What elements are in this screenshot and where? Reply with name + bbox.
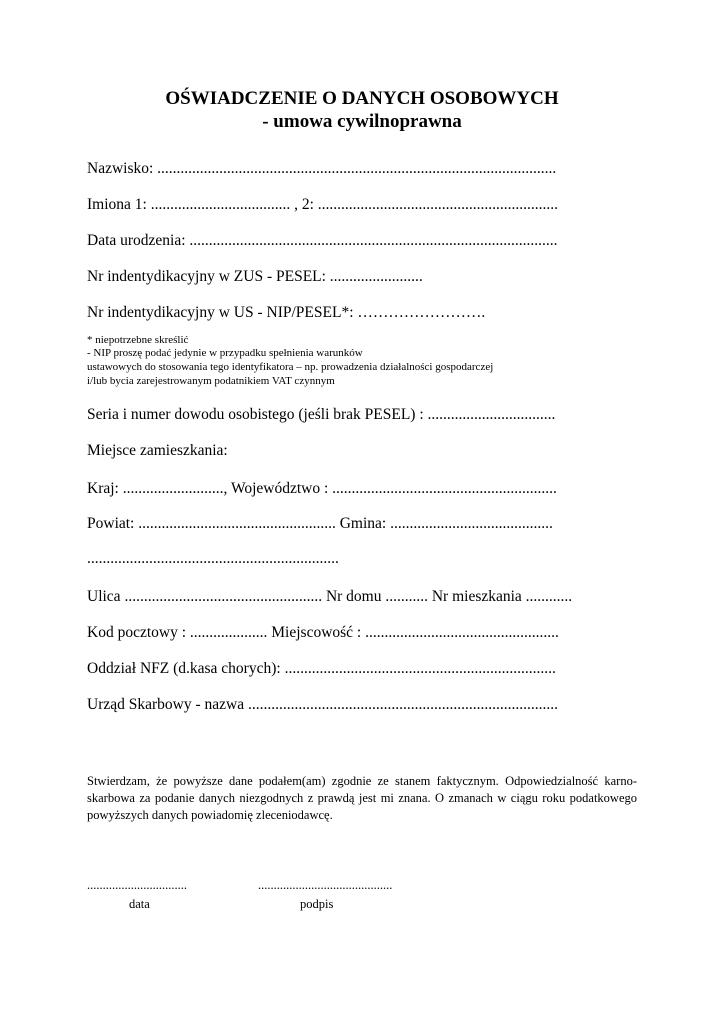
document-title: OŚWIADCZENIE O DANYCH OSOBOWYCH [165,88,559,109]
field-kraj-wojewodztwo[interactable]: Kraj: .........................., Województwo : .......................................................... [87,480,557,497]
field-zus-pesel[interactable]: Nr indentydikacyjny w ZUS - PESEL: ........................ [87,268,423,285]
date-line[interactable]: ................................ [87,878,187,892]
field-nazwisko[interactable]: Nazwisko: ....................................................................................................... [87,160,557,177]
footnote-line-2: - NIP proszę podać jedynie w przypadku spełnienia warunków [87,347,363,359]
signature-label: podpis [300,897,334,911]
footnote-line-4: i/lub bycia zarejestrowanym podatnikiem VAT czynnym [87,375,335,387]
document-subtitle: - umowa cywilnoprawna [262,111,462,132]
statement-paragraph: Stwierdzam, że powyższe dane podałem(am) zgodnie ze stanem faktycznym. Odpowiedzialność karno-skarbowa za podanie danych niezgodnych z prawdą jest mi znana. O zmanach w ciągu roku podatkowego powyższych danych powiadomię zleceniodawcę. [87,774,637,822]
section-miejsce-zamieszkania: Miejsce zamieszkania: [87,442,228,459]
field-us-nip-pesel[interactable]: Nr indentydikacyjny w US - NIP/PESEL*: ……………………. [87,304,486,321]
field-oddzial-nfz[interactable]: Oddział NFZ (d.kasa chorych): ...................................................................... [87,660,556,677]
field-imiona[interactable]: Imiona 1: .................................... , 2: .............................................................. [87,196,559,213]
footnote-line-3: ustawowych do stosowania tego identyfikatora – np. prowadzenia działalności gospodarczej [87,361,494,373]
field-extra-address-line[interactable]: ................................................................. [87,550,339,567]
field-ulica-nr-domu[interactable]: Ulica ................................................... Nr domu ........... Nr mieszkania ............ [87,588,573,605]
signature-line[interactable]: ........................................... [258,878,393,892]
field-urzad-skarbowy[interactable]: Urząd Skarbowy - nazwa ................................................................................ [87,696,558,713]
field-kod-miejscowosc[interactable]: Kod pocztowy : .................... Miejscowość : .................................................. [87,624,559,641]
field-seria-dowodu[interactable]: Seria i numer dowodu osobistego (jeśli brak PESEL) : ................................. [87,406,556,423]
field-powiat-gmina[interactable]: Powiat: ................................................... Gmina: .......................................... [87,515,553,532]
date-label: data [129,897,150,911]
footnote-line-1: * niepotrzebne skreślić [87,334,189,346]
field-data-urodzenia[interactable]: Data urodzenia: ............................................................................................... [87,232,558,249]
